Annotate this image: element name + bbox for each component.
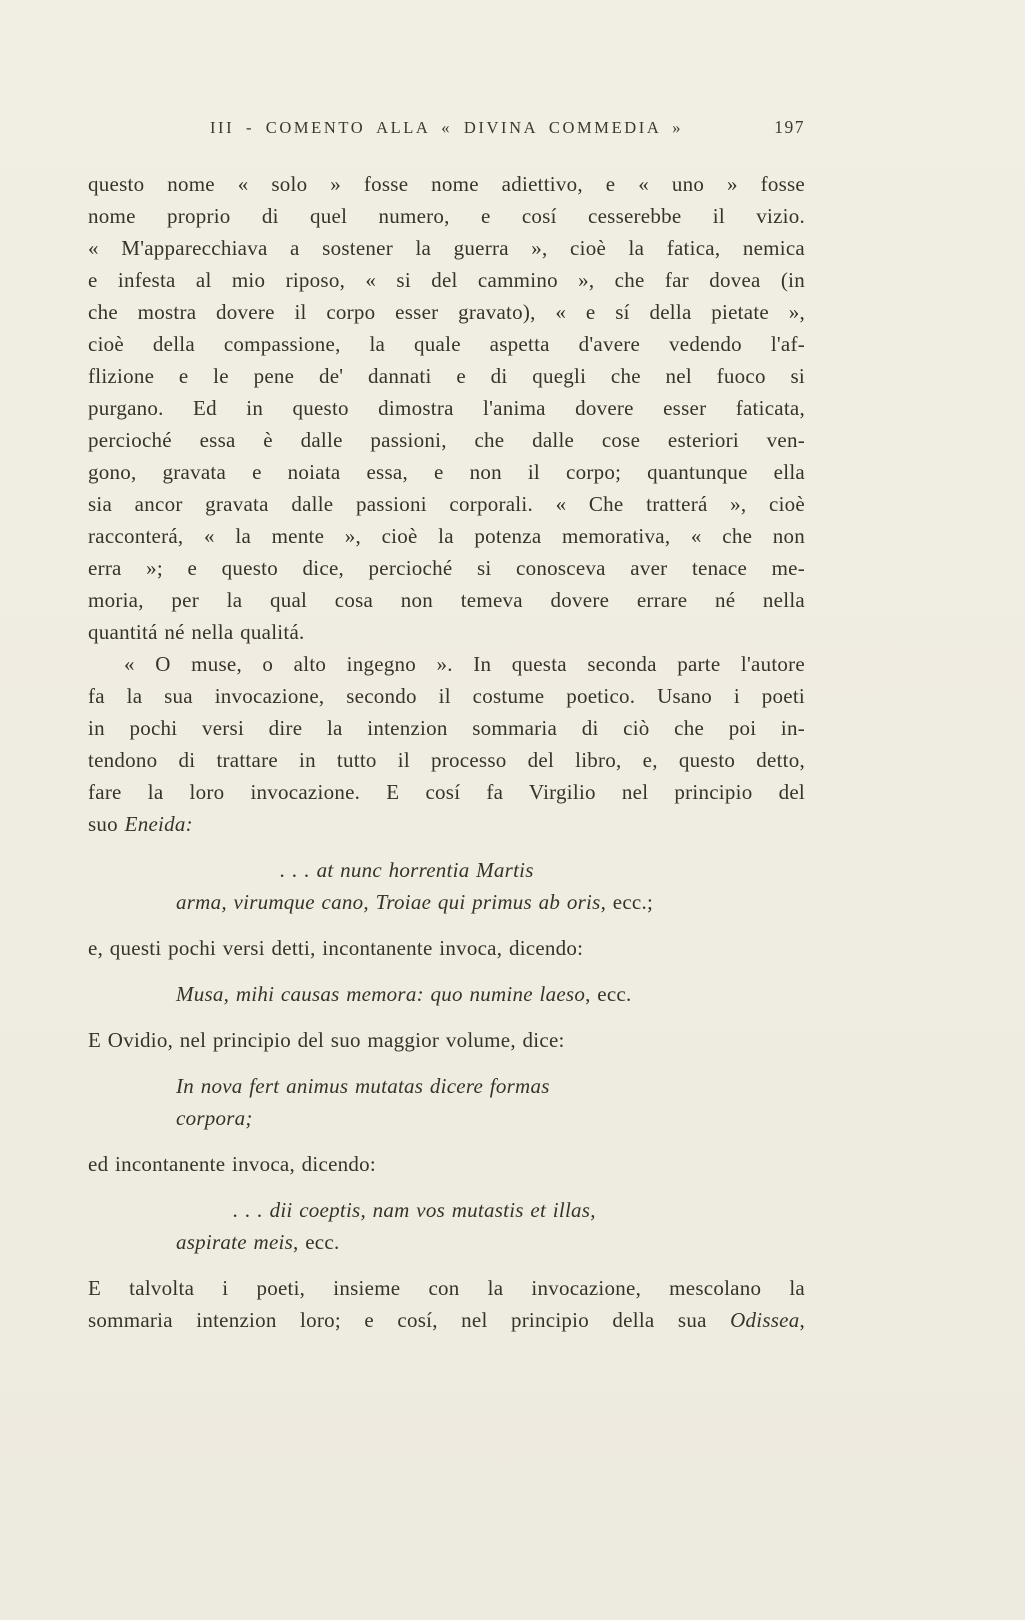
verse-in-nova-fert [88, 1070, 805, 1134]
page-header [88, 118, 805, 144]
text-line [88, 808, 805, 840]
body-text: quantitá né nella qualitá. [88, 620, 305, 644]
paragraph-questi-pochi-versi [88, 932, 805, 964]
verse-dii-coeptis [88, 1194, 805, 1258]
body-text: percioché essa è dalle passioni, che dalle cose esteriori ven- [88, 428, 805, 452]
italic-text: arma, virumque cano, Troiae qui primus ab oris [176, 890, 601, 914]
text-line [88, 1226, 805, 1258]
text-line [88, 744, 805, 776]
text-line [88, 392, 805, 424]
body-text: , ecc.; [600, 890, 654, 914]
paragraph-ovidio [88, 1024, 805, 1056]
italic-text: In nova fert animus mutatas dicere formas [176, 1074, 550, 1098]
italic-text: Eneida: [124, 812, 193, 836]
text-line [88, 680, 805, 712]
body-text: e infesta al mio riposo, « si del cammino », che far dovea (in [88, 268, 805, 292]
body-text: in pochi versi dire la intenzion sommaria di ciò che poi in- [88, 716, 805, 740]
text-line [88, 584, 805, 616]
italic-text: aspirate meis [176, 1230, 294, 1254]
text-line [88, 886, 805, 918]
text-line [88, 296, 805, 328]
text-line [88, 932, 805, 964]
body-text: fa la sua invocazione, secondo il costume poetico. Usano i poeti [88, 684, 805, 708]
text-line [88, 456, 805, 488]
body-text: « O muse, o alto ingegno ». In questa seconda parte l'autore [124, 652, 805, 676]
text-line [88, 200, 805, 232]
text-line [88, 360, 805, 392]
text-block [88, 168, 805, 1336]
text-line [88, 264, 805, 296]
text-line [88, 1024, 805, 1056]
body-text: nome proprio di quel numero, e cosí cesserebbe il vizio. [88, 204, 805, 228]
text-line [88, 552, 805, 584]
body-text: flizione e le pene de' dannati e di quegli che nel fuoco si [88, 364, 805, 388]
running-title: III - COMENTO ALLA « DIVINA COMMEDIA » [209, 118, 684, 137]
paragraph-ed-incontanente [88, 1148, 805, 1180]
body-text: sommaria intenzion loro; e cosí, nel principio della sua [88, 1308, 731, 1332]
text-line [88, 712, 805, 744]
body-text: , ecc. [293, 1230, 340, 1254]
italic-text: Musa, mihi causas memora: quo numine laeso [176, 982, 586, 1006]
text-line [88, 978, 805, 1010]
page-number: 197 [774, 117, 805, 137]
text-line [88, 1102, 805, 1134]
text-line [88, 1148, 805, 1180]
text-line [88, 854, 805, 886]
body-text: « M'apparecchiava a sostener la guerra », cioè la fatica, nemica [88, 236, 805, 260]
verse-musa [88, 978, 805, 1010]
body-text: ed incontanente invoca, dicendo: [88, 1152, 376, 1176]
text-line [88, 1304, 805, 1336]
body-text: tendono di trattare in tutto il processo del libro, e, questo detto, [88, 748, 805, 772]
body-text: questo nome « solo » fosse nome adiettivo, e « uno » fosse [88, 172, 805, 196]
text-line [88, 488, 805, 520]
body-text: , ecc. [585, 982, 632, 1006]
body-text: purgano. Ed in questo dimostra l'anima dovere esser faticata, [88, 396, 805, 420]
body-text: e, questi pochi versi detti, incontanente invoca, dicendo: [88, 936, 584, 960]
body-text: , [799, 1308, 805, 1332]
body-text: cioè della compassione, la quale aspetta d'avere vedendo l'af- [88, 332, 805, 356]
italic-text: . . . at nunc horrentia Martis [280, 858, 534, 882]
verse-aeneid [88, 854, 805, 918]
text-line [88, 616, 805, 648]
paragraph-talvolta [88, 1272, 805, 1336]
text-line [88, 648, 805, 680]
text-line [88, 1272, 805, 1304]
body-text: moria, per la qual cosa non temeva dovere errare né nella [88, 588, 805, 612]
body-text: fare la loro invocazione. E cosí fa Virgilio nel principio del [88, 780, 805, 804]
text-line [88, 776, 805, 808]
text-line [88, 424, 805, 456]
body-text: sia ancor gravata dalle passioni corporali. « Che tratterá », cioè [88, 492, 805, 516]
body-text: gono, gravata e noiata essa, e non il corpo; quantunque ella [88, 460, 805, 484]
text-line [88, 1194, 805, 1226]
italic-text: . . . dii coeptis, nam vos mutastis et illas, [233, 1198, 596, 1222]
body-text: racconterá, « la mente », cioè la potenza memorativa, « che non [88, 524, 805, 548]
italic-text: corpora; [176, 1106, 253, 1130]
italic-text: Odissea [730, 1308, 800, 1332]
text-line [88, 328, 805, 360]
body-text: che mostra dovere il corpo esser gravato), « e sí della pietate », [88, 300, 805, 324]
text-line [88, 1070, 805, 1102]
body-text: suo [88, 812, 125, 836]
paragraph-o-muse [88, 648, 805, 840]
body-text: erra »; e questo dice, percioché si conosceva aver tenace me- [88, 556, 805, 580]
text-line [88, 168, 805, 200]
paragraph-solo-uno [88, 168, 805, 648]
text-line [88, 520, 805, 552]
text-line [88, 232, 805, 264]
body-text: E Ovidio, nel principio del suo maggior volume, dice: [88, 1028, 565, 1052]
body-text: E talvolta i poeti, insieme con la invocazione, mescolano la [88, 1276, 805, 1300]
